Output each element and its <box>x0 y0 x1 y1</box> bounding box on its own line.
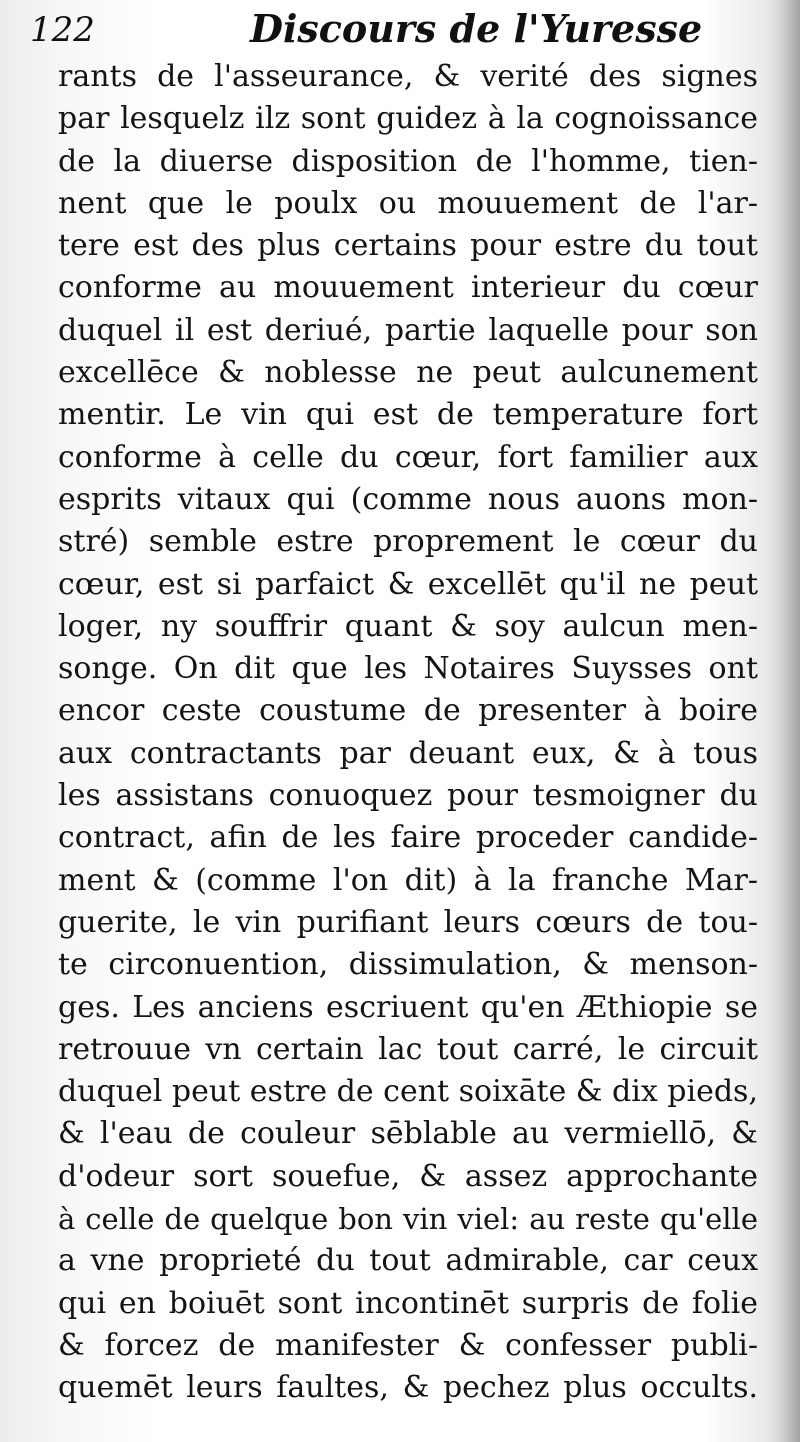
text-line: retrouue vn certain lac tout carré, le circuit <box>58 1031 758 1067</box>
text-line: te circonuention, dissimulation, & menson- <box>58 947 758 983</box>
text-line: conforme au mouuement interieur du cœur <box>58 270 758 306</box>
text-line: tere est des plus certains pour estre du tout <box>58 228 758 264</box>
page-gutter-shadow <box>766 0 800 1442</box>
text-line: rants de l'asseurance, & verité des signes <box>58 59 758 94</box>
running-head <box>30 6 770 50</box>
text-line: par lesquelz ilz sont guidez à la cognoissance <box>58 101 758 137</box>
text-line: aux contractants par deuant eux, & à tous <box>58 735 758 771</box>
text-line: nent que le poulx ou mouuement de l'ar- <box>58 185 758 221</box>
text-line: les assistans conuoquez pour tesmoigner du <box>58 778 758 814</box>
text-line: mentir. Le vin qui est de temperature fort <box>58 397 758 433</box>
text-line: d'odeur sort souefue, & assez approchante <box>58 1158 758 1194</box>
text-line: ges. Les anciens escriuent qu'en Æthiopie se <box>58 989 758 1025</box>
text-line: quemēt leurs faultes, & pechez plus occults. <box>58 1370 758 1406</box>
text-line: conforme à celle du cœur, fort familier aux <box>58 439 758 475</box>
text-line: excellēce & noblesse ne peut aulcunement <box>58 355 758 391</box>
text-line: de la diuerse disposition de l'homme, tien- <box>58 143 758 179</box>
running-title: Discours de l'Yuresse <box>250 6 703 51</box>
body-text <box>58 56 758 1410</box>
text-line: guerite, le vin purifiant leurs cœurs de tou- <box>58 904 758 940</box>
text-line: esprits vitaux qui (comme nous auons mon- <box>58 481 758 517</box>
text-line: duquel peut estre de cent soixāte & dix pieds, <box>58 1074 758 1110</box>
text-line: encor ceste coustume de presenter à boire <box>58 693 758 729</box>
text-line: à celle de quelque bon vin viel: au reste qu'elle <box>58 1202 758 1237</box>
text-line: songe. On dit que les Notaires Suysses ont <box>58 651 758 687</box>
text-line: cœur, est si parfaict & excellēt qu'il ne peut <box>58 566 758 602</box>
text-line: a vne proprieté du tout admirable, car ceux <box>58 1243 758 1279</box>
page-number: 122 <box>30 10 95 50</box>
text-line: & l'eau de couleur sēblable au vermiellō, & <box>58 1116 758 1152</box>
text-line: duquel il est deriué, partie laquelle pour son <box>58 312 758 348</box>
text-line: ment & (comme l'on dit) à la franche Mar- <box>58 862 758 898</box>
text-line: & forcez de manifester & confesser publi- <box>58 1327 758 1363</box>
text-line: contract, afin de les faire proceder candide- <box>58 820 758 856</box>
text-line: stré) semble estre proprement le cœur du <box>58 524 758 560</box>
text-line: loger, ny souffrir quant & soy aulcun men- <box>58 608 758 644</box>
text-line: qui en boiuēt sont incontinēt surpris de folie <box>58 1285 758 1321</box>
